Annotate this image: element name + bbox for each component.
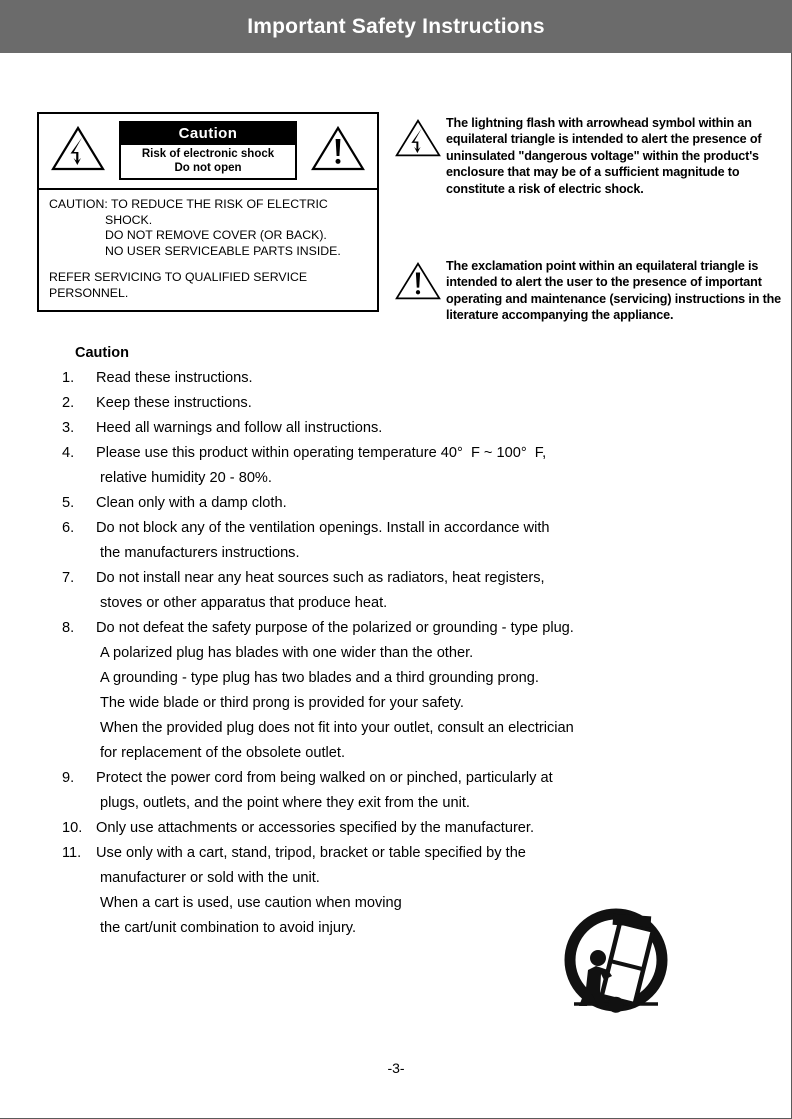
instruction-line: Do not block any of the ventilation openings. Install in accordance with <box>96 520 550 536</box>
instruction-item <box>62 366 752 391</box>
exclamation-triangle-icon <box>394 258 446 307</box>
caution-body-line: SHOCK. <box>105 212 153 227</box>
instruction-text <box>96 816 752 841</box>
caution-body-line: DO NOT REMOVE COVER (OR BACK). <box>105 228 327 242</box>
instruction-number: 7. <box>62 570 75 586</box>
instruction-item <box>62 516 752 566</box>
instruction-line: When a cart is used, use caution when moving <box>100 895 402 911</box>
caution-body-line: PERSONNEL. <box>49 285 129 300</box>
instruction-line: Protect the power cord from being walked on or pinched, particularly at <box>96 770 553 786</box>
instruction-item <box>62 616 752 766</box>
lightning-explanation-text: The lightning flash with arrowhead symbol within an equilateral triangle is intended to alert the presence of uninsulated "dangerous voltage" within the product's enclosure that may be of a sufficient magnitude to constitute a risk of electric shock. <box>446 116 762 196</box>
instruction-item <box>62 441 752 491</box>
instruction-number: 11. <box>62 845 82 861</box>
instruction-item <box>62 816 752 841</box>
instruction-line: plugs, outlets, and the point where they exit from the unit. <box>100 795 470 811</box>
caution-label-line-2: Do not open <box>174 162 242 174</box>
instruction-line: A polarized plug has blades with one wider than the other. <box>100 645 474 661</box>
instructions-heading: Caution <box>75 345 129 361</box>
lightning-explanation <box>394 115 786 197</box>
instruction-number: 10. <box>62 820 83 836</box>
instruction-line: Only use attachments or accessories specified by the manufacturer. <box>96 820 535 836</box>
instruction-number: 4. <box>62 445 75 461</box>
instruction-line: Read these instructions. <box>96 370 253 386</box>
instruction-text <box>96 566 752 616</box>
instruction-number: 2. <box>62 395 75 411</box>
caution-panel <box>37 112 379 312</box>
instruction-line: Do not defeat the safety purpose of the polarized or grounding - type plug. <box>96 620 574 636</box>
caution-body-text <box>39 190 377 310</box>
instruction-line: Use only with a cart, stand, tripod, bracket or table specified by the <box>96 845 526 861</box>
page-title: Important Safety Instructions <box>247 14 545 38</box>
lightning-bolt-triangle-icon <box>394 115 446 164</box>
instruction-line: relative humidity 20 - 80%. <box>100 470 272 486</box>
caution-body-line: CAUTION: TO REDUCE THE RISK OF ELECTRIC <box>49 197 328 211</box>
instructions-list <box>62 342 752 941</box>
instruction-text <box>96 366 752 391</box>
instruction-line: Please use this product within operating temperature 40° F ~ 100° F, <box>96 445 547 461</box>
instruction-line: Do not install near any heat sources such as radiators, heat registers, <box>96 570 545 586</box>
instruction-line: the cart/unit combination to avoid injury. <box>100 920 357 936</box>
instruction-line: manufacturer or sold with the unit. <box>100 870 320 886</box>
instruction-number: 5. <box>62 495 75 511</box>
instructions-items <box>62 366 752 941</box>
instruction-line: for replacement of the obsolete outlet. <box>100 745 346 761</box>
instruction-line: the manufacturers instructions. <box>100 545 300 561</box>
caution-label-head: Caution <box>121 123 295 145</box>
instruction-item <box>62 416 752 441</box>
exclamation-explanation <box>394 258 786 324</box>
caution-body-line: REFER SERVICING TO QUALIFIED SERVICE <box>49 270 308 284</box>
instruction-line: When the provided plug does not fit into your outlet, consult an electrician <box>100 720 574 736</box>
page-header <box>0 0 792 53</box>
instruction-item <box>62 491 752 516</box>
caution-body-line: NO USER SERVICEABLE PARTS INSIDE. <box>105 243 341 258</box>
lightning-bolt-triangle-icon <box>51 125 105 177</box>
instruction-item <box>62 391 752 416</box>
instruction-line: Heed all warnings and follow all instructions. <box>96 420 383 436</box>
instruction-line: A grounding - type plug has two blades and a third grounding prong. <box>100 670 539 686</box>
instruction-line: Keep these instructions. <box>96 395 252 411</box>
instruction-number: 6. <box>62 520 75 536</box>
instruction-item <box>62 766 752 816</box>
instruction-item <box>62 566 752 616</box>
caution-label-body <box>121 145 295 178</box>
instruction-line: stoves or other apparatus that produce heat. <box>100 595 388 611</box>
caution-label-line-1: Risk of electronic shock <box>141 148 275 160</box>
instruction-number: 8. <box>62 620 75 636</box>
instruction-text <box>96 616 752 766</box>
page-footer <box>0 1060 792 1076</box>
instruction-text <box>96 441 752 491</box>
spacer <box>49 259 369 270</box>
instruction-text <box>96 391 752 416</box>
instruction-text <box>96 416 752 441</box>
instruction-line: Clean only with a damp cloth. <box>96 495 287 511</box>
instruction-text <box>96 766 752 816</box>
cart-tipping-warning-icon <box>560 908 672 1020</box>
instruction-text <box>96 491 752 516</box>
caution-label-box <box>119 121 297 180</box>
caution-symbol-row <box>39 114 377 190</box>
instruction-line: The wide blade or third prong is provided for your safety. <box>100 695 464 711</box>
page-number: -3- <box>387 1060 405 1076</box>
exclamation-explanation-text: The exclamation point within an equilateral triangle is intended to alert the user to the presence of important operating and maintenance (servicing) instructions in the literature accompanying the appliance. <box>446 259 782 323</box>
exclamation-triangle-icon <box>311 125 365 177</box>
instruction-number: 3. <box>62 420 75 436</box>
instruction-number: 1. <box>62 370 75 386</box>
instruction-text <box>96 516 752 566</box>
instruction-number: 9. <box>62 770 75 786</box>
